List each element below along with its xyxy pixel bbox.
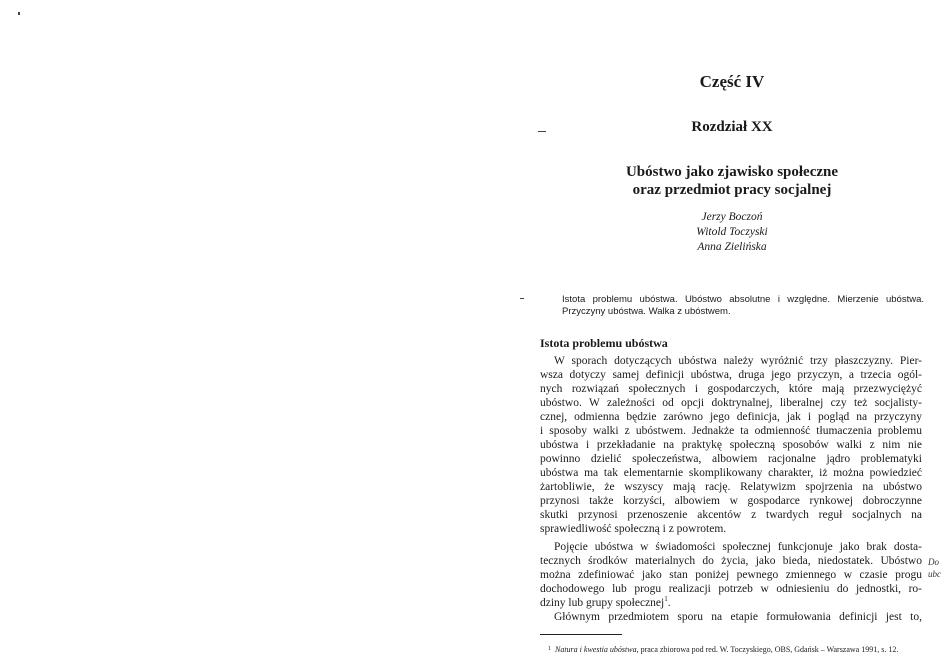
body-line: i sposoby walki z ubóstwem. Jednakże ta odmienność tłumaczenia problemu (540, 425, 922, 437)
body-line: Głównym przedmiotem sporu na etapie formułowania definicji jest to, (554, 611, 922, 623)
body-line: ubóstwa i przekładanie na praktykę społeczną sposobów walki z nim nie (540, 439, 922, 451)
chapter-summary: Istota problemu ubóstwa. Ubóstwo absolutne i względne. Mierzenie ubóstwa. Przyczyny ubóstwa. Walka z ubóstwem. (562, 294, 924, 317)
footnote (548, 644, 922, 655)
author-name: Jerzy Boczoń (701, 211, 763, 223)
body-line: nych rozwiązań społecznych i gospodarczych, które mają przezwyciężyć (540, 383, 922, 395)
body-line: żartobliwie, że wszyscy mają rację. Relatywizm spojrzenia na ubóstwo (540, 481, 922, 493)
body-line: W sporach dotyczących ubóstwa należy wyróżnić trzy płaszczyzny. Pier- (554, 355, 922, 367)
body-line: powinno dzielić społeczeństwa, albowiem racjonalne jądro problematyki (540, 453, 922, 465)
chapter-heading: Rozdział XX (691, 119, 773, 135)
margin-note-line: ubc (928, 569, 941, 579)
section-title: Istota problemu ubóstwa (540, 336, 668, 350)
body-line: można zdefiniować jako stan poniżej pewnego zmiennego w czasie progu (540, 569, 922, 581)
footnote-text: , praca zbiorowa pod red. W. Toczyskiego, OBS, Gdańsk – Warszawa 1991, s. 12. (636, 645, 899, 654)
body-line: ubóstwa ma tak elementarnie skomplikowany charakter, iż można powiedzieć (540, 467, 922, 479)
author-name: Witold Toczyski (696, 226, 768, 238)
part-heading: Część IV (699, 72, 765, 91)
body-line: cznej, odmienna będzie zarówno jego definicja, jak i pogląd na przyczyny (540, 411, 922, 423)
body-line: wsza dotyczy samej definicji ubóstwa, druga jego przyczyn, a trzecia ogól- (540, 369, 922, 381)
chapter-title-line-2: oraz przedmiot pracy socjalnej (632, 182, 832, 198)
body-line: skutki przynosi przenoszenie akcentów z twardych reguł socjalnych na (540, 509, 922, 521)
chapter-title-line-1: Ubóstwo jako zjawisko społeczne (625, 164, 839, 180)
footnote-source-title: Natura i kwestia ubóstwa (555, 645, 637, 654)
body-line: dziny lub grupy społecznej$^1$. (540, 595, 671, 609)
footnote-rule (540, 634, 622, 635)
body-line: ubóstwo. W zależności od opcji doktrynalnej, liberalnej czy też socjalisty- (540, 397, 922, 409)
margin-note (928, 556, 941, 580)
scan-speck (18, 12, 20, 15)
body-line: tecznych środków materialnych do życia, jako bieda, niedostatek. Ubóstwo (540, 555, 922, 567)
body-line: Pojęcie ubóstwa w świadomości społecznej funkcjonuje jako brak dosta- (554, 541, 922, 553)
author-name: Anna Zielińska (697, 241, 767, 253)
body-line: dochodowego lub progu realizacji potrzeb w odniesieniu do jednostki, ro- (540, 583, 922, 595)
footnote-marker: 1 (664, 595, 668, 604)
scan-speck (520, 298, 524, 299)
body-line: przynosi także korzyści, albowiem w gospodarce rynkowej dobroczynne (540, 495, 922, 507)
margin-note-line: Do (928, 557, 939, 567)
footnote-number: 1 (548, 646, 551, 652)
body-line: sprawiedliwość społeczną i z powrotem. (540, 523, 727, 535)
